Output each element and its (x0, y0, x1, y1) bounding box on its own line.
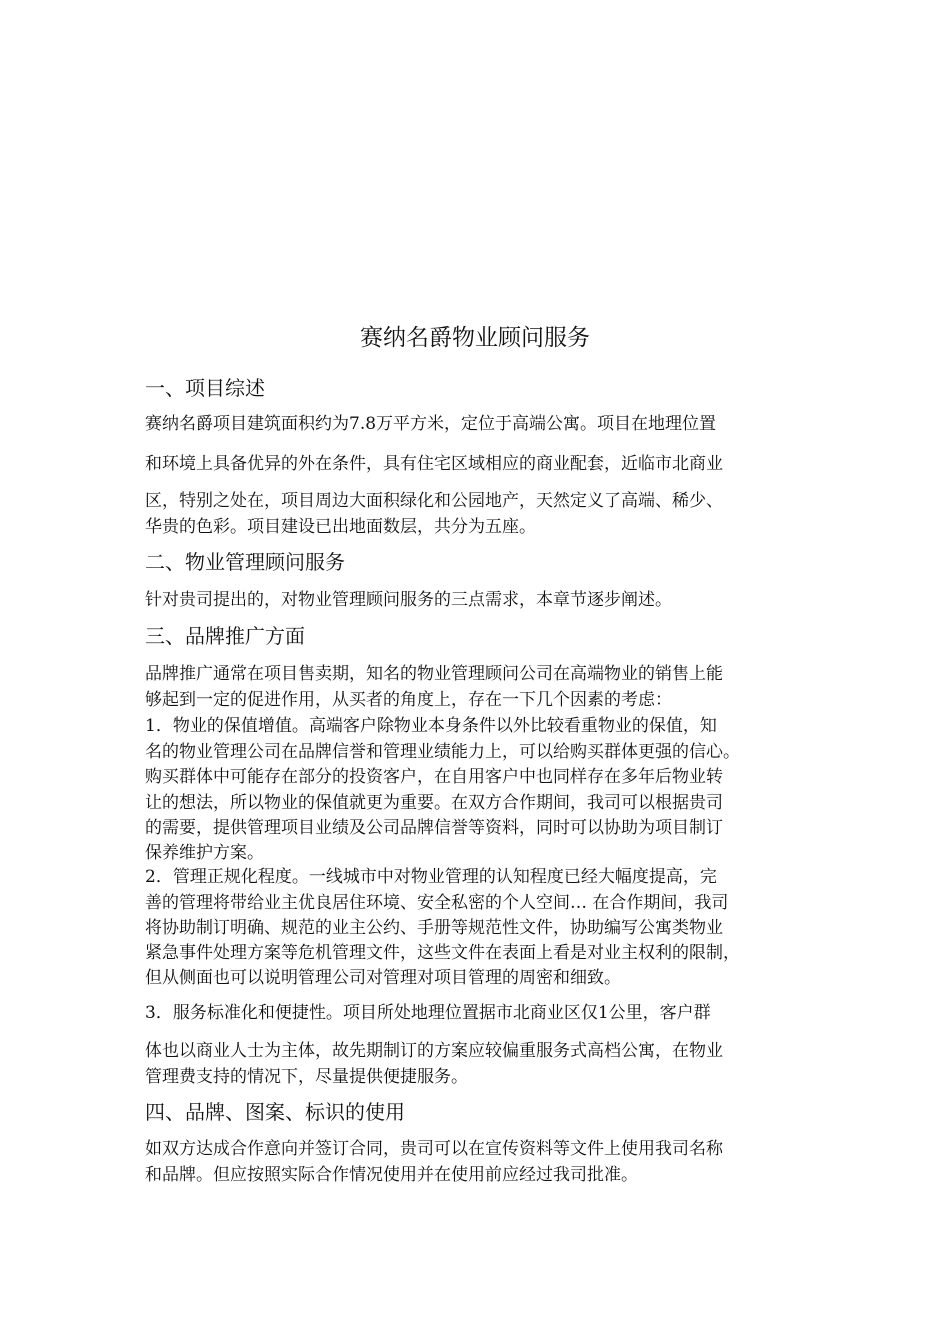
list-item-line: 保养维护方案。 (145, 843, 264, 863)
section-3-heading: 三、品牌推广方面 (145, 624, 305, 648)
list-item-line: 购买群体中可能存在部分的投资客户，在自用客户中也同样存在多年后物业转 (145, 767, 723, 787)
document-title: 赛纳名爵物业顾问服务 (360, 325, 590, 351)
list-item-line: 2．管理正规化程度。一线城市中对物业管理的认知程度已经大幅度提高，完 (145, 867, 717, 887)
paragraph-line: 够起到一定的促进作用，从买者的角度上，存在一下几个因素的考虑： (145, 690, 672, 710)
list-item-line: 1．物业的保值增值。高端客户除物业本身条件以外比较看重物业的保值，知 (145, 716, 717, 736)
list-item-line: 但从侧面也可以说明管理公司对管理对项目管理的周密和细致。 (145, 968, 621, 988)
section-1-heading: 一、项目综述 (145, 376, 265, 400)
paragraph-line: 和环境上具备优异的外在条件，具有住宅区域相应的商业配套，近临市北商业 (145, 454, 723, 474)
section-2-heading: 二、物业管理顾问服务 (145, 550, 345, 574)
list-item-line: 紧急事件处理方案等危机管理文件，这些文件在表面上看是对业主权利的限制， (145, 943, 740, 963)
list-item-line: 名的物业管理公司在品牌信誉和管理业绩能力上，可以给购买群体更强的信心。 (145, 742, 740, 762)
paragraph-line: 和品牌。但应按照实际合作情况使用并在使用前应经过我司批准。 (145, 1165, 638, 1185)
list-item-line: 3．服务标准化和便捷性。项目所处地理位置据市北商业区仅1公里，客户群 (145, 1003, 711, 1023)
list-item-line: 善的管理将带给业主优良居住环境、安全私密的个人空间… 在合作期间，我司 (145, 893, 729, 913)
paragraph-line: 品牌推广通常在项目售卖期，知名的物业管理顾问公司在高端物业的销售上能 (145, 664, 723, 684)
paragraph-line: 区，特别之处在，项目周边大面积绿化和公园地产，天然定义了高端、稀少、 (145, 491, 723, 511)
list-item-line: 让的想法，所以物业的保值就更为重要。在双方合作期间，我司可以根据贵司 (145, 793, 723, 813)
list-item-line: 管理费支持的情况下，尽量提供便捷服务。 (145, 1067, 468, 1087)
section-4-heading: 四、品牌、图案、标识的使用 (145, 1100, 405, 1124)
paragraph-line: 华贵的色彩。项目建设已出地面数层，共分为五座。 (145, 517, 536, 537)
paragraph-line: 如双方达成合作意向并签订合同，贵司可以在宣传资料等文件上使用我司名称 (145, 1139, 723, 1159)
list-item-line: 将协助制订明确、规范的业主公约、手册等规范性文件，协助编写公寓类物业 (145, 918, 723, 938)
paragraph-line: 针对贵司提出的，对物业管理顾问服务的三点需求，本章节逐步阐述。 (145, 590, 672, 610)
paragraph-line: 赛纳名爵项目建筑面积约为7.8万平方米，定位于高端公寓。项目在地理位置 (145, 414, 717, 434)
list-item-line: 体也以商业人士为主体，故先期制订的方案应较偏重服务式高档公寓，在物业 (145, 1041, 723, 1061)
list-item-line: 的需要，提供管理项目业绩及公司品牌信誉等资料，同时可以协助为项目制订 (145, 818, 723, 838)
